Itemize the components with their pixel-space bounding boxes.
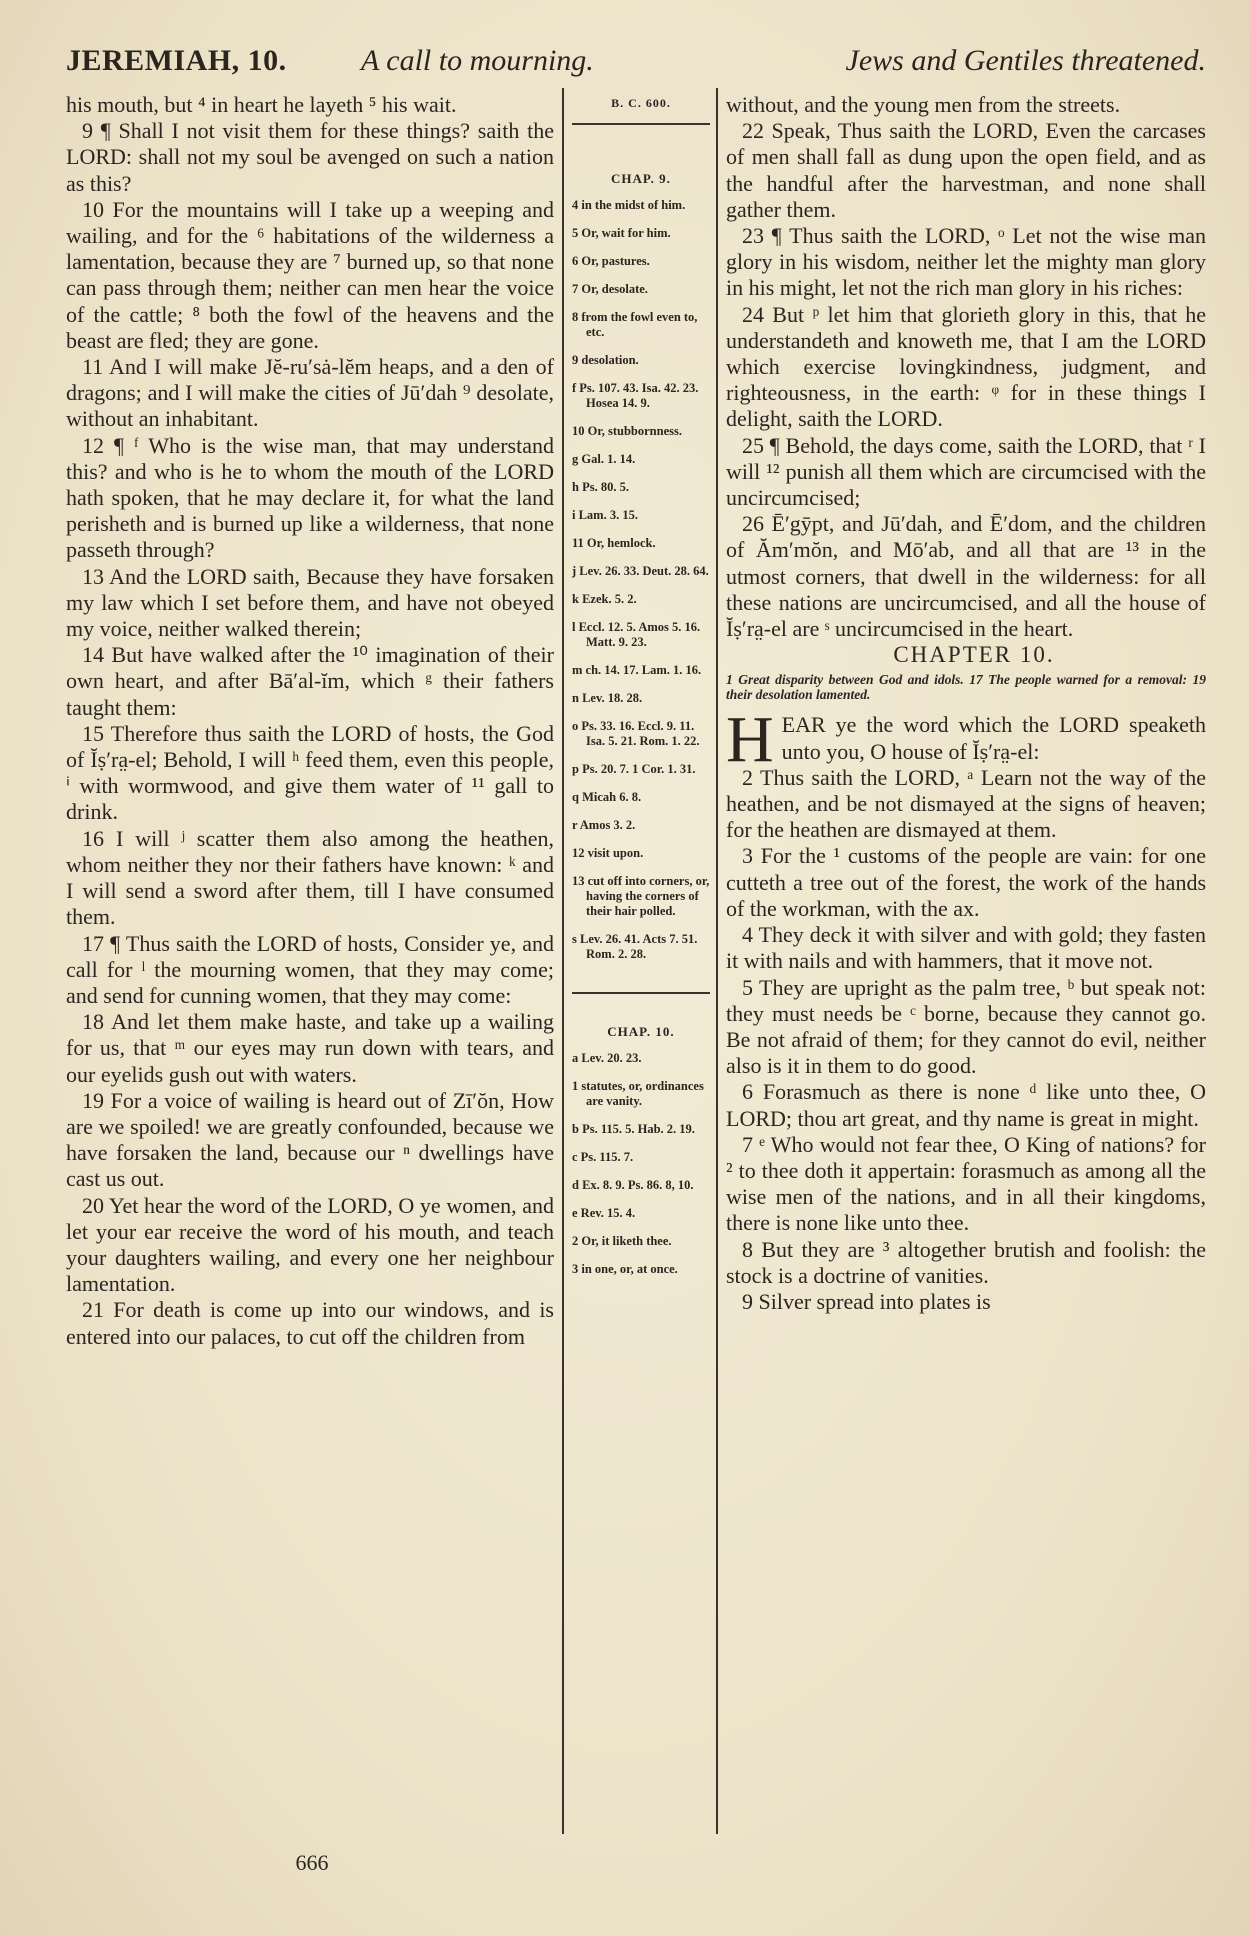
verse: 20 Yet hear the word of the LORD, O ye women, and let your ear receive the word of his mouth, and teach your daughters wailing, and every one her neighbour lamentation.: [66, 1192, 554, 1297]
left-text-column: [66, 92, 554, 1350]
verse: 10 For the mountains will I take up a weeping and wailing, and for the ⁶ habitations of the wilderness a lamentation, because they are ⁷ burned up, so that none can pass through them; neither can men hear the voice of the cattle; ⁸ both the fowl of the heavens and the beast are fled; they are gone.: [66, 196, 554, 353]
cross-reference-column: [572, 88, 710, 1290]
cross-reference: 6 Or, pastures.: [572, 254, 650, 268]
verse: 4 They deck it with silver and with gold; they fasten it with nails and with hammers, that it move not.: [726, 922, 1206, 974]
header-book-chapter: JEREMIAH, 10.: [66, 44, 287, 77]
cross-reference: 5 Or, wait for him.: [572, 226, 671, 240]
cross-reference: e Rev. 15. 4.: [572, 1206, 636, 1220]
cross-reference: 8 from the fowl even to, etc.: [572, 310, 698, 339]
cross-reference: a Lev. 20. 23.: [572, 1051, 642, 1065]
cross-reference: l Eccl. 12. 5. Amos 5. 16. Matt. 9. 23.: [572, 620, 701, 649]
verse: 18 And let them make haste, and take up a wailing for us, that ᵐ our eyes may run down with tears, and our eyelids gush out with waters.: [66, 1009, 554, 1087]
page-number: 666: [295, 1850, 329, 1875]
cross-reference: 9 desolation.: [572, 353, 639, 367]
verse: 22 Speak, Thus saith the LORD, Even the carcases of men shall fall as dung upon the open field, and as the handful after the harvestman, and none shall gather them.: [726, 118, 1206, 222]
cross-reference: k Ezek. 5. 2.: [572, 592, 637, 606]
cross-reference: c Ps. 115. 7.: [572, 1150, 634, 1164]
verse: 7 ᵉ Who would not fear thee, O King of nations? for ² to thee doth it appertain: forasmuch as among all the wise men of the nations, and in all their kingdoms, there is none like unto thee.: [726, 1131, 1206, 1236]
verse: 3 For the ¹ customs of the people are vain: for one cutteth a tree out of the forest, the work of the hands of the workman, with the ax.: [726, 843, 1206, 921]
cross-reference: m ch. 14. 17. Lam. 1. 16.: [572, 663, 702, 677]
reference-divider: [572, 123, 710, 125]
cross-reference: h Ps. 80. 5.: [572, 480, 629, 494]
cross-reference: o Ps. 33. 16. Eccl. 9. 11. Isa. 5. 21. Rom. 1. 22.: [572, 719, 700, 748]
column-divider-right: [716, 88, 718, 1834]
cross-reference: b Ps. 115. 5. Hab. 2. 19.: [572, 1122, 695, 1136]
column-divider-left: [562, 88, 564, 1834]
header-topic-right: Jews and Gentiles threatened.: [845, 44, 1206, 77]
cross-reference: 13 cut off into corners, or, having the corners of their hair polled.: [572, 874, 710, 918]
chapter-10-label: CHAP. 10.: [607, 1024, 675, 1039]
verse: 9 Silver spread into plates is: [742, 1288, 991, 1314]
date-label: B. C. 600.: [611, 96, 671, 110]
cross-reference: f Ps. 107. 43. Isa. 42. 23. Hosea 14. 9.: [572, 381, 699, 410]
chapter-heading: CHAPTER 10.: [893, 642, 1055, 668]
cross-reference: r Amos 3. 2.: [572, 818, 636, 832]
verse: 24 But ᵖ let him that glorieth glory in this, that he understandeth and knoweth me, that I am the LORD which exercise lovingkindness, judgment, and righteousness, in the earth: ᵠ for in these things I delight, saith the LORD.: [726, 301, 1206, 432]
cross-reference: p Ps. 20. 7. 1 Cor. 1. 31.: [572, 762, 696, 776]
verse: 25 ¶ Behold, the days come, saith the LORD, that ʳ I will ¹² punish all them which are circumcised with the uncircumcised;: [726, 432, 1206, 511]
verse: 8 But they are ³ altogether brutish and foolish: the stock is a doctrine of vanities.: [726, 1236, 1206, 1288]
verse: 6 Forasmuch as there is none ᵈ like unto thee, O LORD; thou art great, and thy name is great in might.: [726, 1079, 1206, 1131]
chapter-summary: 1 Great disparity between God and idols. 17 The people warned for a removal: 19 their desolation lamented.: [726, 672, 1206, 703]
verse: 13 And the LORD saith, Because they have forsaken my law which I set before them, and have not obeyed my voice, neither walked therein;: [66, 563, 554, 642]
running-header: [66, 40, 1206, 82]
cross-reference: 12 visit upon.: [572, 846, 644, 860]
drop-cap: H: [726, 703, 774, 777]
verse: 14 But have walked after the ¹⁰ imagination of their own heart, and after Bā′al-ĭm, which ᵍ their fathers taught them:: [66, 642, 554, 720]
verse: 26 Ē′gȳpt, and Jū′dah, and Ē′dom, and the children of Ăm′mŏn, and Mō′ab, and all that are ¹³ in the utmost corners, that dwell in the wilderness: for all these nations are uncircumcised, and all the house of Ĭṣ′ra̤-el are ˢ uncircumcised in the heart.: [726, 511, 1206, 642]
cross-reference: 1 statutes, or, ordinances are vanity.: [572, 1079, 704, 1108]
verse: 16 I will ʲ scatter them also among the heathen, whom neither they nor their fathers have known: ᵏ and I will send a sword after them, till I have consumed them.: [66, 825, 554, 930]
reference-divider: [572, 992, 710, 994]
verse: 11 And I will make Jĕ-ru′sȧ-lĕm heaps, and a den of dragons; and I will make the cities of Jū′dah ⁹ desolate, without an inhabitant.: [66, 354, 554, 432]
cross-reference: j Lev. 26. 33. Deut. 28. 64.: [572, 564, 709, 578]
cross-reference: 4 in the midst of him.: [572, 198, 686, 212]
cross-reference: q Micah 6. 8.: [572, 790, 642, 804]
cross-reference: s Lev. 26. 41. Acts 7. 51. Rom. 2. 28.: [572, 932, 698, 961]
cross-reference: 3 in one, or, at once.: [572, 1262, 678, 1276]
cross-reference: i Lam. 3. 15.: [572, 508, 638, 522]
cross-reference: n Lev. 18. 28.: [572, 691, 643, 705]
verse: 2 Thus saith the LORD, ᵃ Learn not the way of the heathen, and be not dismayed at the signs of heaven; for the heathen are dismayed at them.: [726, 764, 1206, 843]
verse-1-text: EAR ye the word which the LORD speaketh unto you, O house of Ĭṣ′ra̤-el:: [781, 712, 1206, 764]
verse: 5 They are upright as the palm tree, ᵇ but speak not: they must needs be ᶜ borne, because they cannot go. Be not afraid of them; for they cannot do evil, neither also is it in them to do good.: [726, 974, 1206, 1079]
verse: 19 For a voice of wailing is heard out of Zī′ŏn, How are we spoiled! we are greatly confounded, because we have forsaken the land, because our ⁿ dwellings have cast us out.: [66, 1087, 554, 1192]
right-text-column: [726, 92, 1206, 1315]
verse: his mouth, but ⁴ in heart he layeth ⁵ his wait.: [66, 92, 457, 117]
verse: 15 Therefore thus saith the LORD of hosts, the God of Ĭṣ′ra̤-el; Behold, I will ʰ feed them, even this people, ⁱ with wormwood, and give them water of ¹¹ gall to drink.: [66, 720, 554, 825]
verse: 21 For death is come up into our windows, and is entered into our palaces, to cut off the children from: [66, 1297, 554, 1349]
cross-reference: 7 Or, desolate.: [572, 282, 648, 296]
cross-reference: d Ex. 8. 9. Ps. 86. 8, 10.: [572, 1178, 694, 1192]
verse: 12 ¶ ᶠ Who is the wise man, that may understand this? and who is he to whom the mouth of the LORD hath spoken, that he may declare it, for what the land perisheth and is burned up like a wilderness, that none passeth through?: [66, 432, 554, 563]
verse: 9 ¶ Shall I not visit them for these things? saith the LORD: shall not my soul be avenged on such a nation as this?: [66, 118, 554, 196]
verse-1: [726, 703, 1206, 777]
cross-reference: g Gal. 1. 14.: [572, 452, 636, 466]
chapter-9-label: CHAP. 9.: [611, 171, 671, 186]
verse: 17 ¶ Thus saith the LORD of hosts, Consider ye, and call for ˡ the mourning women, that they may come; and send for cunning women, that they may come:: [66, 930, 554, 1008]
cross-reference: 10 Or, stubbornness.: [572, 424, 682, 438]
verse: without, and the young men from the streets.: [726, 92, 1121, 117]
header-topic-left: A call to mourning.: [361, 44, 594, 77]
cross-reference: 11 Or, hemlock.: [572, 536, 656, 550]
verse: 23 ¶ Thus saith the LORD, ᵒ Let not the wise man glory in his wisdom, neither let the mighty man glory in his might, let not the rich man glory in his riches:: [726, 223, 1206, 301]
cross-reference: 2 Or, it liketh thee.: [572, 1234, 672, 1248]
